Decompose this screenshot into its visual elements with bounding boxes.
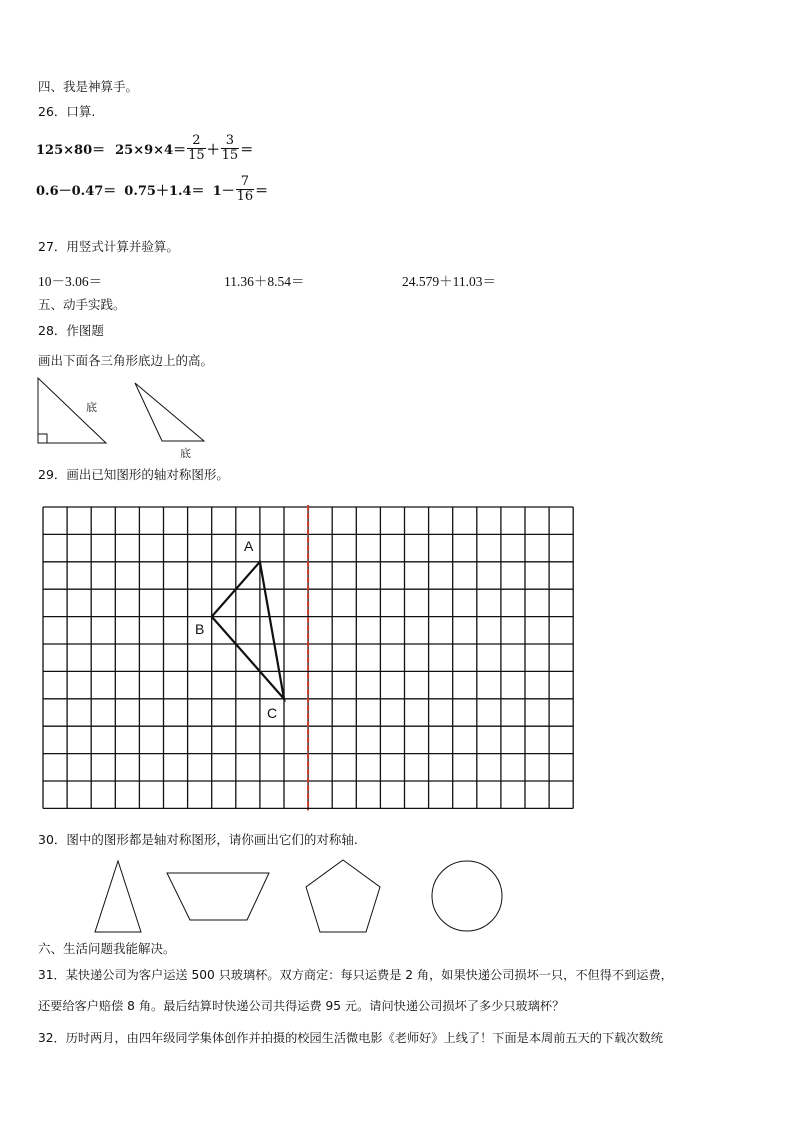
q29-label: 29．画出已知图形的轴对称图形。: [38, 467, 229, 482]
section-6-heading: 六、生活问题我能解决。: [38, 941, 176, 956]
point-label-c: C: [267, 705, 278, 721]
q26-expr-2: 25×9×4＝: [115, 142, 187, 158]
q27-item-2: 11.36＋8.54＝: [224, 274, 305, 289]
q26-equals-sign: ＝: [240, 142, 254, 158]
isosceles-triangle-shape: [95, 861, 141, 932]
q26-expr-1: 125×80＝: [36, 142, 106, 158]
q26-expr-6-lead: 1－: [212, 183, 235, 199]
point-label-a: A: [244, 538, 254, 554]
q26-expr-4: 0.6－0.47＝: [36, 183, 117, 199]
base-label-2: 底: [180, 447, 191, 460]
q27-item-1: 10－3.06＝: [38, 274, 103, 289]
q28-label: 28．作图题: [38, 323, 104, 338]
circle-shape: [432, 861, 502, 931]
q31-line-2: 还要给客户赔偿 8 角。最后结算时快递公司共得运费 95 元。请问快递公司损坏了多少只玻璃杯？: [38, 999, 565, 1013]
q27-label: 27．用竖式计算并验算。: [38, 239, 179, 254]
q26-fraction-7-16: $\frac{7}{16}$: [236, 173, 254, 204]
q26-fraction-2-15: $\frac{2}{15}$: [188, 132, 205, 163]
trapezoid-shape: [167, 873, 269, 920]
section-5-heading: 五、动手实践。: [38, 297, 126, 312]
q26-fraction-3-15: $\frac{3}{15}$: [221, 132, 239, 163]
base-label-1: 底: [86, 401, 97, 414]
q26-label: 26．口算.: [38, 104, 96, 119]
q26-plus-sign: ＋: [206, 142, 220, 158]
q27-item-3: 24.579＋11.03＝: [402, 274, 496, 289]
q30-label: 30．图中的图形都是轴对称图形，请你画出它们的对称轴.: [38, 832, 358, 847]
q28-instruction: 画出下面各三角形底边上的高。: [38, 353, 214, 368]
point-label-b: B: [195, 621, 205, 637]
q31-line-1: 31．某快递公司为客户运送 500 只玻璃杯。双方商定：每只运费是 2 角，如果快递公司损坏一只，不但得不到运费，: [38, 968, 673, 982]
q26-equals-sign-2: ＝: [255, 183, 269, 199]
q26-expr-5: 0.75＋1.4＝: [124, 183, 205, 199]
section-4-heading: 四、我是神算手。: [38, 79, 139, 94]
pentagon-shape: [306, 860, 380, 932]
q32-line-1: 32．历时两月，由四年级同学集体创作并拍摄的校园生活微电影《老师好》上线了！下面是本周前五天的下载次数统: [38, 1031, 663, 1045]
